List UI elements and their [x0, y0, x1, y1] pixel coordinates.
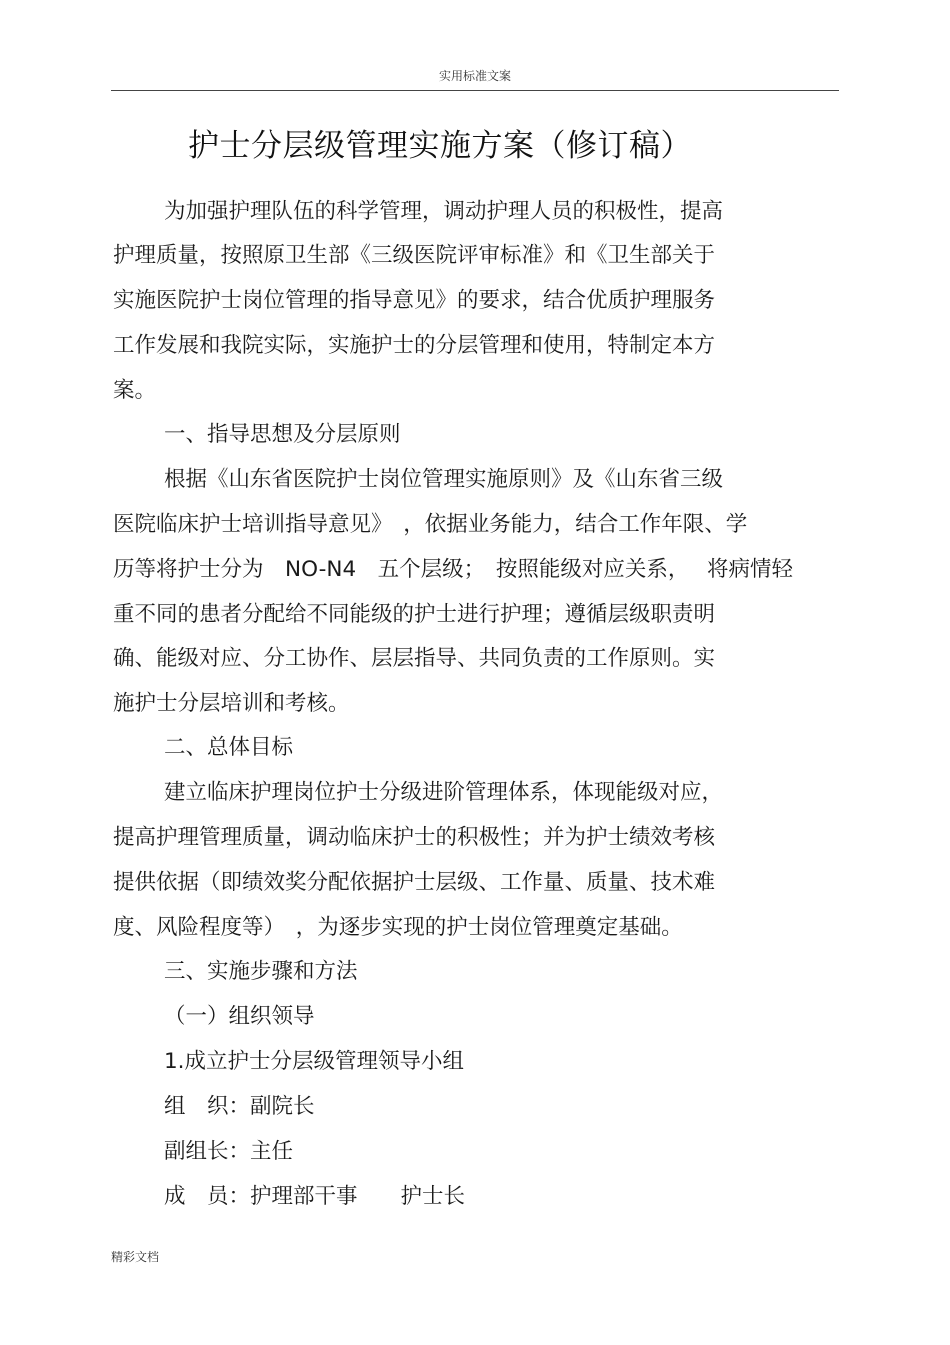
paragraph-line: 重不同的患者分配给不同能级的护士进行护理；遵循层级职责明	[113, 602, 716, 627]
header-divider	[111, 90, 839, 91]
paragraph-line: 护理质量，按照原卫生部《三级医院评审标准》和《卫生部关于	[113, 243, 716, 268]
paragraph-line: 医院临床护士培训指导意见》 ，依据业务能力，结合工作年限、学	[113, 512, 748, 537]
paragraph-line: 提供依据（即绩效奖分配依据护士层级、工作量、质量、技术难	[113, 870, 716, 895]
paragraph-line: 施护士分层培训和考核。	[113, 691, 350, 716]
list-item: 成 员：护理部干事 护士长	[164, 1184, 466, 1209]
paragraph-line: 提高护理管理质量，调动临床护士的积极性；并为护士绩效考核	[113, 825, 716, 850]
paragraph-line: 度、风险程度等） ，为逐步实现的护士岗位管理奠定基础。	[113, 915, 683, 940]
paragraph-line: 实施医院护士岗位管理的指导意见》的要求，结合优质护理服务	[113, 288, 716, 313]
section-heading: 二、总体目标	[164, 735, 294, 760]
list-item: 副组长：主任	[164, 1139, 294, 1164]
paragraph-line: 为加强护理队伍的科学管理，调动护理人员的积极性，提高	[164, 199, 724, 224]
list-item: 1.成立护士分层级管理领导小组	[164, 1049, 465, 1074]
paragraph-line: 确、能级对应、分工协作、层层指导、共同负责的工作原则。实	[113, 646, 716, 671]
section-heading: 三、实施步骤和方法	[164, 959, 358, 984]
list-item: 组 织：副院长	[164, 1094, 315, 1119]
page-header: 实用标准文案	[438, 69, 511, 83]
paragraph-line: 案。	[113, 378, 157, 403]
subsection-heading: （一）组织领导	[164, 1004, 315, 1029]
document-title: 护士分层级管理实施方案（修订稿）	[188, 128, 692, 164]
paragraph-line: 建立临床护理岗位护士分级进阶管理体系，体现能级对应，	[164, 780, 724, 805]
paragraph-line: 工作发展和我院实际，实施护士的分层管理和使用，特制定本方	[113, 333, 716, 358]
section-heading: 一、指导思想及分层原则	[164, 422, 401, 447]
paragraph-line: 历等将护士分为 NO-N4 五个层级； 按照能级对应关系， 将病情轻	[113, 557, 793, 582]
page-footer: 精彩文档	[111, 1250, 160, 1264]
paragraph-line: 根据《山东省医院护士岗位管理实施原则》及《山东省三级	[164, 467, 724, 492]
